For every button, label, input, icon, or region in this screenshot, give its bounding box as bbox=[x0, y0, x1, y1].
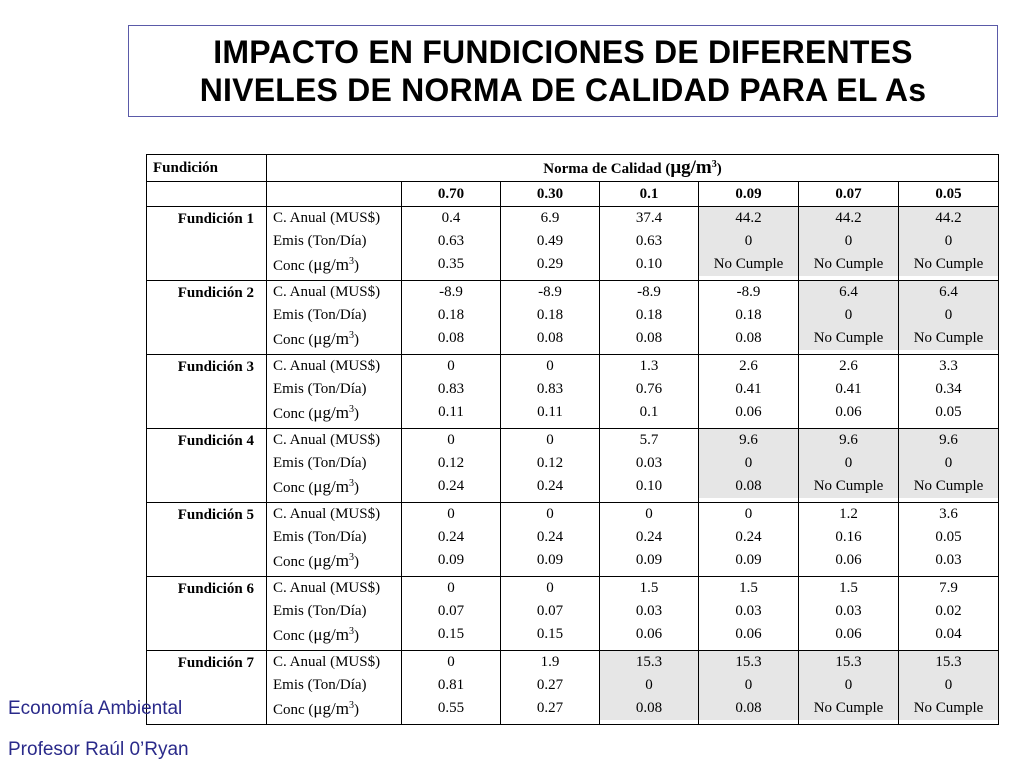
level-values-cell bbox=[600, 429, 699, 503]
value-costo: 15.3 bbox=[799, 651, 898, 674]
conc-label-part: ) bbox=[353, 406, 359, 422]
value-costo: 3.3 bbox=[939, 358, 958, 374]
fundicion-group bbox=[147, 207, 999, 281]
level-values-cell bbox=[699, 207, 799, 281]
levels-blank-2 bbox=[267, 182, 402, 207]
conc-label-part: Conc ( bbox=[273, 332, 314, 348]
metric-label-costo: C. Anual (MUS$) bbox=[273, 432, 381, 448]
value-costo: 5.7 bbox=[639, 432, 659, 448]
conc-label-part: Conc ( bbox=[273, 702, 314, 718]
value-conc: No Cumple bbox=[699, 253, 798, 276]
title-line-2: NIVELES DE NORMA DE CALIDAD PARA EL As bbox=[199, 72, 927, 108]
level-values-cell bbox=[501, 429, 600, 503]
metric-label-emis: Emis (Ton/Día) bbox=[273, 529, 367, 545]
conc-label-part: ) bbox=[353, 702, 359, 718]
value-emis: 0.07 bbox=[536, 603, 564, 619]
level-values-cell bbox=[799, 503, 899, 577]
level-values-cell bbox=[402, 281, 501, 355]
value-conc: 0.06 bbox=[635, 626, 663, 642]
header-norma-suffix: ) bbox=[716, 161, 722, 177]
level-values-cell bbox=[699, 281, 799, 355]
level-values-cell bbox=[501, 503, 600, 577]
level-values-cell bbox=[699, 355, 799, 429]
metric-label-costo: C. Anual (MUS$) bbox=[273, 358, 381, 374]
value-conc: No Cumple bbox=[799, 475, 898, 498]
level-values-cell bbox=[501, 577, 600, 651]
value-conc: No Cumple bbox=[899, 697, 998, 720]
fundicion-group bbox=[147, 577, 999, 651]
value-conc: 0.08 bbox=[699, 697, 798, 720]
conc-label-part: μg/m bbox=[313, 625, 349, 644]
value-costo: -8.9 bbox=[736, 284, 761, 300]
level-values-cell bbox=[600, 577, 699, 651]
level-values-cell bbox=[600, 503, 699, 577]
fundicion-group bbox=[147, 429, 999, 503]
conc-label-part: μg/m bbox=[313, 699, 349, 718]
value-conc: No Cumple bbox=[799, 697, 898, 720]
value-emis: 0.34 bbox=[935, 381, 962, 397]
value-conc: 0.29 bbox=[536, 256, 564, 272]
level-values-cell bbox=[402, 355, 501, 429]
value-conc: No Cumple bbox=[799, 327, 898, 350]
footer-professor: Profesor Raúl 0’Ryan bbox=[8, 739, 189, 760]
metric-label-costo: C. Anual (MUS$) bbox=[273, 210, 381, 226]
header-norma-unit: μg/m bbox=[670, 157, 712, 178]
metric-labels bbox=[267, 207, 402, 281]
fundicion-name: Fundición 1 bbox=[147, 207, 267, 281]
value-costo: 44.2 bbox=[899, 207, 998, 230]
levels-row bbox=[147, 182, 999, 207]
value-costo: 1.5 bbox=[739, 580, 758, 596]
metric-label-conc bbox=[267, 401, 401, 424]
footer-course: Economía Ambiental bbox=[8, 698, 183, 719]
value-emis: 0.24 bbox=[635, 529, 663, 545]
value-emis: 0.16 bbox=[835, 529, 862, 545]
value-conc: 0.15 bbox=[536, 626, 564, 642]
level-values-cell bbox=[600, 281, 699, 355]
conc-label-part: ) bbox=[353, 480, 359, 496]
conc-label-part: 3 bbox=[348, 552, 354, 563]
level-values-cell bbox=[501, 281, 600, 355]
level-values-cell bbox=[799, 355, 899, 429]
metric-labels bbox=[267, 503, 402, 577]
conc-label-part: ) bbox=[353, 332, 359, 348]
slide-title-box bbox=[128, 25, 998, 117]
metric-label-conc bbox=[267, 549, 401, 572]
fundicion-group bbox=[147, 281, 999, 355]
level-values-cell bbox=[501, 207, 600, 281]
metric-label-emis: Emis (Ton/Día) bbox=[273, 603, 367, 619]
value-emis: 0.81 bbox=[437, 677, 465, 693]
fundicion-name: Fundición 2 bbox=[147, 281, 267, 355]
value-costo: 1.2 bbox=[839, 506, 858, 522]
metric-label-conc bbox=[267, 623, 401, 646]
header-fundicion: Fundición bbox=[147, 155, 267, 182]
value-conc: 0.10 bbox=[635, 478, 663, 494]
value-emis: 0.18 bbox=[437, 307, 465, 323]
levels-blank-1 bbox=[147, 182, 267, 207]
value-conc: 0.08 bbox=[536, 330, 564, 346]
level-values-cell bbox=[501, 651, 600, 725]
level-values-cell bbox=[600, 355, 699, 429]
value-costo: 7.9 bbox=[939, 580, 958, 596]
level-values-cell bbox=[402, 651, 501, 725]
metric-label-conc bbox=[267, 327, 401, 350]
value-emis: 0 bbox=[699, 230, 798, 253]
value-emis: 0 bbox=[600, 674, 698, 697]
value-conc: 0.08 bbox=[699, 475, 798, 498]
value-conc: 0.10 bbox=[635, 256, 663, 272]
value-emis: 0.03 bbox=[635, 455, 663, 471]
level-values-cell bbox=[899, 281, 999, 355]
value-costo: 1.9 bbox=[540, 654, 560, 670]
value-emis: 0.03 bbox=[735, 603, 762, 619]
value-conc: 0.27 bbox=[536, 700, 564, 716]
value-emis: 0 bbox=[799, 304, 898, 327]
fundicion-name: Fundición 3 bbox=[147, 355, 267, 429]
value-costo: 15.3 bbox=[600, 651, 698, 674]
level-values-cell bbox=[699, 651, 799, 725]
conc-label-part: Conc ( bbox=[273, 406, 314, 422]
value-emis: 0 bbox=[699, 452, 798, 475]
value-conc: No Cumple bbox=[899, 253, 998, 276]
value-emis: 0.24 bbox=[735, 529, 762, 545]
value-conc: 0.24 bbox=[437, 478, 465, 494]
header-norma-prefix: Norma de Calidad ( bbox=[543, 161, 671, 177]
value-costo: 0 bbox=[447, 358, 455, 374]
value-conc: No Cumple bbox=[899, 475, 998, 498]
value-costo: 0 bbox=[744, 506, 753, 522]
title-line-1: IMPACTO EN FUNDICIONES DE DIFERENTES bbox=[213, 34, 913, 70]
value-emis: 0.12 bbox=[437, 455, 465, 471]
conc-label-part: Conc ( bbox=[273, 628, 314, 644]
level-values-cell bbox=[899, 207, 999, 281]
fundicion-name: Fundición 4 bbox=[147, 429, 267, 503]
value-conc: No Cumple bbox=[799, 253, 898, 276]
value-costo: 15.3 bbox=[899, 651, 998, 674]
level-values-cell bbox=[799, 651, 899, 725]
level-header: 0.70 bbox=[402, 182, 501, 207]
value-conc: 0.08 bbox=[635, 330, 663, 346]
level-header: 0.1 bbox=[600, 182, 699, 207]
fundicion-name: Fundición 7 bbox=[147, 651, 267, 725]
conc-label-part: 3 bbox=[348, 330, 354, 341]
value-emis: 0 bbox=[899, 452, 998, 475]
level-header: 0.09 bbox=[699, 182, 799, 207]
value-costo: 1.5 bbox=[639, 580, 659, 596]
value-emis: 0.76 bbox=[635, 381, 663, 397]
metric-label-costo: C. Anual (MUS$) bbox=[273, 580, 381, 596]
level-values-cell bbox=[699, 429, 799, 503]
level-values-cell bbox=[402, 503, 501, 577]
value-conc: 0.04 bbox=[935, 626, 962, 642]
value-costo: 0.4 bbox=[441, 210, 461, 226]
value-emis: 0.02 bbox=[935, 603, 962, 619]
metric-label-conc bbox=[267, 253, 401, 276]
value-costo: 0 bbox=[546, 506, 554, 522]
header-norma-de-calidad bbox=[267, 155, 999, 182]
level-header: 0.07 bbox=[799, 182, 899, 207]
conc-label-part: μg/m bbox=[313, 329, 349, 348]
conc-label-part: μg/m bbox=[313, 255, 349, 274]
value-emis: 0.05 bbox=[935, 529, 962, 545]
value-costo: 6.4 bbox=[799, 281, 898, 304]
value-emis: 0.03 bbox=[635, 603, 663, 619]
value-costo: 15.3 bbox=[699, 651, 798, 674]
level-header: 0.05 bbox=[899, 182, 999, 207]
value-emis: 0.41 bbox=[835, 381, 862, 397]
value-emis: 0 bbox=[799, 452, 898, 475]
metric-labels bbox=[267, 281, 402, 355]
level-values-cell bbox=[600, 651, 699, 725]
level-values-cell bbox=[899, 651, 999, 725]
metric-labels bbox=[267, 577, 402, 651]
level-header: 0.30 bbox=[501, 182, 600, 207]
level-values-cell bbox=[799, 281, 899, 355]
value-conc: 0.03 bbox=[935, 552, 962, 568]
level-values-cell bbox=[799, 429, 899, 503]
conc-label-part: ) bbox=[353, 258, 359, 274]
level-values-cell bbox=[799, 577, 899, 651]
conc-label-part: ) bbox=[353, 628, 359, 644]
value-emis: 0 bbox=[899, 230, 998, 253]
value-costo: 3.6 bbox=[939, 506, 958, 522]
conc-label-part: μg/m bbox=[313, 477, 349, 496]
level-values-cell bbox=[799, 207, 899, 281]
value-conc: 0.24 bbox=[536, 478, 564, 494]
metric-labels bbox=[267, 651, 402, 725]
value-emis: 0.63 bbox=[635, 233, 663, 249]
value-conc: 0.06 bbox=[735, 626, 762, 642]
level-values-cell bbox=[899, 577, 999, 651]
value-conc: 0.09 bbox=[437, 552, 465, 568]
value-conc: 0.11 bbox=[537, 404, 563, 420]
conc-label-part: μg/m bbox=[313, 551, 349, 570]
metric-label-emis: Emis (Ton/Día) bbox=[273, 381, 367, 397]
value-conc: 0.11 bbox=[438, 404, 464, 420]
metric-label-costo: C. Anual (MUS$) bbox=[273, 654, 381, 670]
metric-label-costo: C. Anual (MUS$) bbox=[273, 284, 381, 300]
level-values-cell bbox=[899, 429, 999, 503]
value-costo: 0 bbox=[546, 580, 554, 596]
metric-label-emis: Emis (Ton/Día) bbox=[273, 233, 367, 249]
metric-label-conc bbox=[267, 475, 401, 498]
level-values-cell bbox=[899, 355, 999, 429]
value-costo: 44.2 bbox=[799, 207, 898, 230]
level-values-cell bbox=[501, 355, 600, 429]
value-costo: 37.4 bbox=[635, 210, 663, 226]
level-values-cell bbox=[402, 577, 501, 651]
level-values-cell bbox=[699, 577, 799, 651]
value-emis: 0.27 bbox=[536, 677, 564, 693]
value-conc: 0.09 bbox=[735, 552, 762, 568]
value-emis: 0.83 bbox=[536, 381, 564, 397]
conc-label-part: ) bbox=[353, 554, 359, 570]
conc-label-part: Conc ( bbox=[273, 480, 314, 496]
value-costo: 6.4 bbox=[899, 281, 998, 304]
value-conc: 0.1 bbox=[639, 404, 659, 420]
value-conc: 0.08 bbox=[437, 330, 465, 346]
value-emis: 0 bbox=[699, 674, 798, 697]
conc-label-part: 3 bbox=[348, 626, 354, 637]
conc-label-part: 3 bbox=[348, 404, 354, 415]
value-costo: 2.6 bbox=[739, 358, 758, 374]
value-conc: 0.06 bbox=[835, 404, 862, 420]
value-emis: 0 bbox=[899, 674, 998, 697]
value-emis: 0.07 bbox=[437, 603, 465, 619]
value-costo: 9.6 bbox=[899, 429, 998, 452]
metric-label-conc bbox=[267, 697, 401, 720]
value-emis: 0.24 bbox=[536, 529, 564, 545]
header-norma-exp: 3 bbox=[711, 159, 717, 170]
value-costo: 0 bbox=[447, 432, 455, 448]
level-values-cell bbox=[899, 503, 999, 577]
fundicion-group bbox=[147, 503, 999, 577]
value-emis: 0.03 bbox=[835, 603, 862, 619]
conc-label-part: Conc ( bbox=[273, 554, 314, 570]
value-costo: -8.9 bbox=[439, 284, 463, 300]
fundicion-group bbox=[147, 651, 999, 725]
level-values-cell bbox=[600, 207, 699, 281]
value-emis: 0.41 bbox=[735, 381, 762, 397]
value-costo: -8.9 bbox=[637, 284, 661, 300]
value-costo: 0 bbox=[546, 358, 554, 374]
metric-label-emis: Emis (Ton/Día) bbox=[273, 307, 367, 323]
value-costo: 9.6 bbox=[699, 429, 798, 452]
level-values-cell bbox=[402, 429, 501, 503]
value-emis: 0.24 bbox=[437, 529, 465, 545]
metric-label-costo: C. Anual (MUS$) bbox=[273, 506, 381, 522]
conc-label-part: μg/m bbox=[313, 403, 349, 422]
value-conc: 0.09 bbox=[635, 552, 663, 568]
value-emis: 0.83 bbox=[437, 381, 465, 397]
value-costo: 0 bbox=[447, 654, 455, 670]
value-emis: 0.18 bbox=[635, 307, 663, 323]
value-emis: 0.63 bbox=[437, 233, 465, 249]
metric-label-emis: Emis (Ton/Día) bbox=[273, 455, 367, 471]
value-conc: 0.08 bbox=[600, 697, 698, 720]
value-conc: 0.06 bbox=[735, 404, 762, 420]
value-conc: No Cumple bbox=[899, 327, 998, 350]
value-costo: 0 bbox=[645, 506, 653, 522]
value-emis: 0 bbox=[899, 304, 998, 327]
level-values-cell bbox=[402, 207, 501, 281]
impact-table bbox=[146, 154, 999, 725]
value-emis: 0.18 bbox=[735, 307, 762, 323]
metric-labels bbox=[267, 429, 402, 503]
value-conc: 0.09 bbox=[536, 552, 564, 568]
conc-label-part: Conc ( bbox=[273, 258, 314, 274]
value-conc: 0.15 bbox=[437, 626, 465, 642]
value-conc: 0.08 bbox=[735, 330, 762, 346]
metric-labels bbox=[267, 355, 402, 429]
value-costo: 0 bbox=[546, 432, 554, 448]
value-costo: 1.3 bbox=[639, 358, 659, 374]
value-emis: 0 bbox=[799, 230, 898, 253]
value-costo: 1.5 bbox=[839, 580, 858, 596]
value-conc: 0.06 bbox=[835, 552, 862, 568]
fundicion-group bbox=[147, 355, 999, 429]
value-conc: 0.05 bbox=[935, 404, 962, 420]
value-emis: 0.12 bbox=[536, 455, 564, 471]
value-emis: 0 bbox=[799, 674, 898, 697]
fundicion-name: Fundición 6 bbox=[147, 577, 267, 651]
value-emis: 0.49 bbox=[536, 233, 564, 249]
metric-label-emis: Emis (Ton/Día) bbox=[273, 677, 367, 693]
conc-label-part: 3 bbox=[348, 700, 354, 711]
value-costo: 44.2 bbox=[699, 207, 798, 230]
value-costo: 0 bbox=[447, 506, 455, 522]
value-costo: 2.6 bbox=[839, 358, 858, 374]
value-costo: 9.6 bbox=[799, 429, 898, 452]
conc-label-part: 3 bbox=[348, 478, 354, 489]
value-costo: 6.9 bbox=[540, 210, 560, 226]
slide-title bbox=[200, 33, 926, 109]
level-values-cell bbox=[699, 503, 799, 577]
value-conc: 0.06 bbox=[835, 626, 862, 642]
value-emis: 0.18 bbox=[536, 307, 564, 323]
fundicion-name: Fundición 5 bbox=[147, 503, 267, 577]
value-conc: 0.35 bbox=[437, 256, 465, 272]
value-conc: 0.55 bbox=[437, 700, 465, 716]
value-costo: 0 bbox=[447, 580, 455, 596]
value-costo: -8.9 bbox=[538, 284, 562, 300]
conc-label-part: 3 bbox=[348, 256, 354, 267]
